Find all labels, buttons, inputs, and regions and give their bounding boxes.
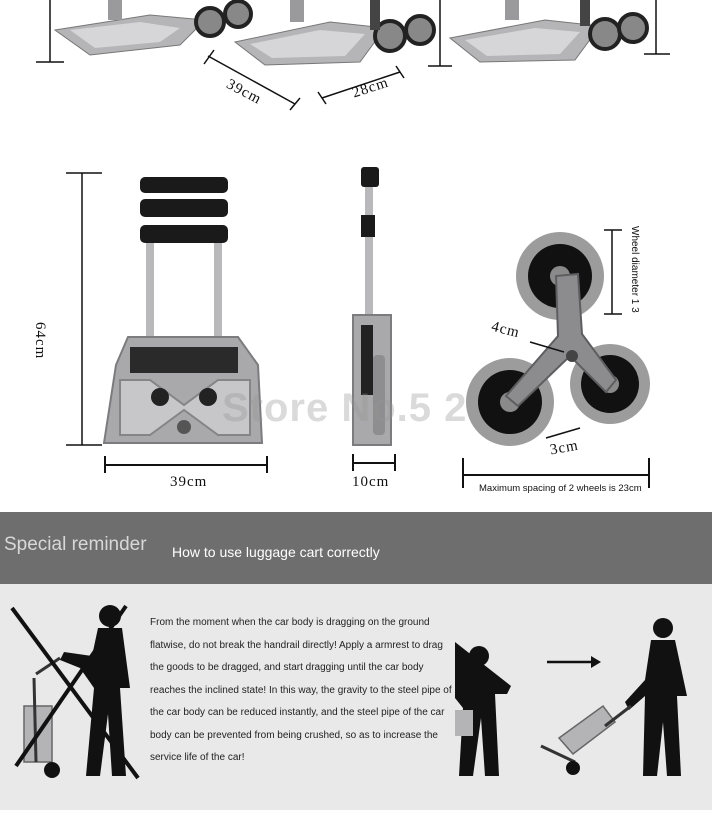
cart-top-view-3 (450, 0, 647, 62)
depth-dim-line (352, 462, 396, 464)
top-cart-views (0, 0, 720, 120)
depth-label: 10cm (352, 474, 390, 490)
wheel-gap-label: 4cm (489, 318, 522, 342)
store-watermark: Store No.5 2 (222, 386, 468, 430)
reminder-subtitle: How to use luggage cart correctly (172, 544, 380, 560)
width-dim-line (104, 464, 268, 466)
wheel-spacing-note: Maximum spacing of 2 wheels is 23cm (479, 483, 642, 494)
wheel-spacing-dim-line (462, 474, 650, 476)
correct-usage-illustration (455, 598, 705, 788)
top-length-label: 39cm (223, 76, 265, 108)
height-label: 64cm (32, 322, 48, 360)
reminder-body-text: From the moment when the car body is dragging on the ground flatwise, do not break the handrail directly! Apply a armrest to drag the goods to be dragged, and start dragging until the car body reaches the inclined state! In this way, the gravity to the steel pipe of the car body can be reduced instantly, and the steel pipe of the car body can be prevented from being crushed, so as to increase the service life of the car! (150, 617, 452, 763)
wrong-usage-illustration (8, 598, 148, 788)
wheel-width-label: 3cm (548, 437, 580, 459)
top-width-label: 28cm (350, 74, 391, 102)
width-label: 39cm (170, 474, 208, 490)
reminder-title: Special reminder (4, 534, 147, 555)
cart-top-view-1 (55, 0, 251, 55)
cart-top-view-2 (235, 0, 434, 65)
wheel-diameter-label: Wheel diameter 1 3 (629, 226, 640, 313)
